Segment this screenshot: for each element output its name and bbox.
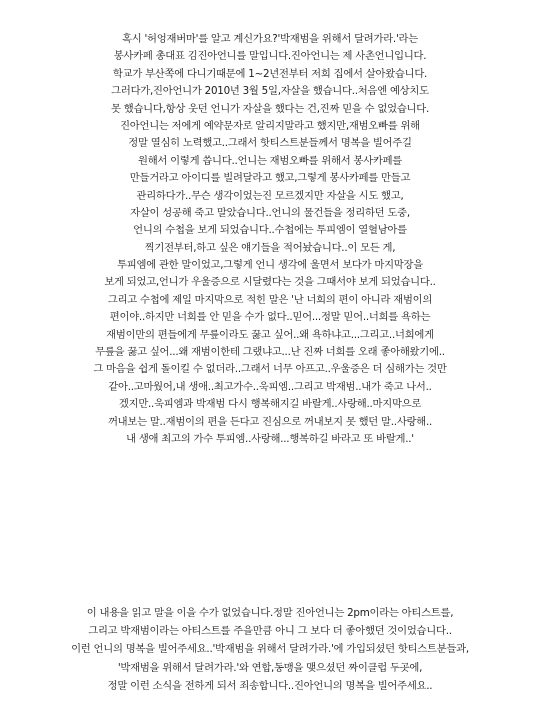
text-line: 정말 이런 소식을 전하게 되서 죄송합니다..진아언니의 명복을 빌어주세요.. — [107, 679, 433, 692]
text-line: 이런 언니의 명복을 빌어주세요..'박재범을 위해서 달려가라.'에 가입되셨던 핫티스트분들과, — [71, 643, 469, 656]
text-line: 투피엠에 관한 말이었고,그렇게 언니 생각에 울면서 보다가 마지막장을 — [117, 259, 423, 272]
text-line: 그러다가,진아언니가 2010년 3월 5일,자살을 했습니다..처음엔 예상치도 — [111, 85, 429, 98]
text-line: 그리고 박재범이라는 아티스트를 주을만큼 아니 그 보다 더 좋아했던 것이었습니다.. — [88, 625, 452, 638]
letter-paragraph-1 — [0, 31, 540, 448]
text-line: 언니의 수첩을 보게 되었습니다..수첩에는 투피엠이 열혈남아를 — [133, 224, 407, 237]
text-line: 정말 열심히 노력했고..그래서 핫티스트분들께서 명복을 빌어주길 — [128, 137, 412, 150]
text-line: 그 마음을 쉽게 돌이킬 수 없더라..그래서 너무 아프고..우울증은 더 심해가는 것만 — [93, 363, 447, 376]
text-line: '박재범을 위해서 달려가라.'와 연합,동맹을 맺으셨던 짜이클럽 두곳에, — [117, 661, 423, 674]
text-line: 찍기전부터,하고 싶은 얘기들을 적어놨습니다..이 모든 게, — [144, 241, 396, 254]
text-line: 보게 되었고,언니가 우울증으로 시달렸다는 것을 그때서야 보게 되었습니다.. — [104, 276, 436, 289]
text-line: 같아..고마웠어,내 생애..최고가수..욱피엠..그리고 박재범..내가 죽고 나서.. — [108, 380, 432, 393]
text-line: 편이야..하지만 너희를 안 믿을 수가 없다..믿어...정말 믿어..너희를 욕하는 — [109, 311, 431, 324]
text-line: 원해서 이렇게 씁니다..언니는 재범오빠를 위해서 봉사카페를 — [138, 154, 402, 167]
text-line: 겠지만..욱피엠과 박재범 다시 행복해지길 바랄게..사랑해..마지막으로 — [118, 398, 422, 411]
text-line: 만들거라고 아이디를 빌려달라고 했고,그렇게 봉사카페를 만들고 — [129, 172, 411, 185]
text-line: 봉사카페 총대표 김진아언니를 말입니다.진아언니는 제 사촌언니입니다. — [113, 50, 427, 63]
letter-paragraph-2 — [0, 604, 540, 695]
text-line: 그리고 수첩에 제일 마지막으로 적힌 말은 '난 너희의 편이 아니라 재범이의 — [107, 293, 433, 306]
text-line: 재범이만의 편들에게 무릎이라도 꿇고 싶어..왜 욕하냐고...그리고..너희에게 — [106, 328, 434, 341]
text-line: 내 생애 최고의 가수 투피엠..사랑해...행복하길 바라고 또 바랄게..' — [126, 432, 414, 445]
text-line: 진아언니는 저에게 예약문자로 알리지말라고 했지만,재범오빠를 위해 — [120, 119, 420, 132]
text-line: 못 했습니다,항상 웃던 언니가 자살을 했다는 건,진짜 믿을 수 없었습니다. — [111, 102, 429, 115]
text-line: 관리하다가..무슨 생각이었는진 모르겠지만 자살을 시도 했고, — [136, 189, 404, 202]
text-line: 꺼내보는 말..재범이의 편을 든다고 진심으로 꺼내보지 못 했던 말..사랑해.. — [107, 415, 433, 428]
text-line: 학교가 부산쪽에 다니기때문에 1~2년전부터 저희 집에서 살아왔습니다. — [112, 67, 428, 80]
text-line: 자살이 성공해 죽고 말았습니다..언니의 물건들을 정리하던 도중, — [130, 206, 410, 219]
text-line: 혹시 '허엉재버마'를 알고 계신가요?'박재범을 위해서 달려가라.'라는 — [122, 33, 418, 45]
text-line: 무릎을 꿇고 싶어...왜 재범이한테 그랬냐고...난 진짜 너희를 오래 좋아해왔기에.. — [95, 346, 445, 359]
text-line: 이 내용을 읽고 말을 이을 수가 없었습니다.정말 진아언니는 2pm이라는 아티스트를, — [86, 607, 454, 619]
